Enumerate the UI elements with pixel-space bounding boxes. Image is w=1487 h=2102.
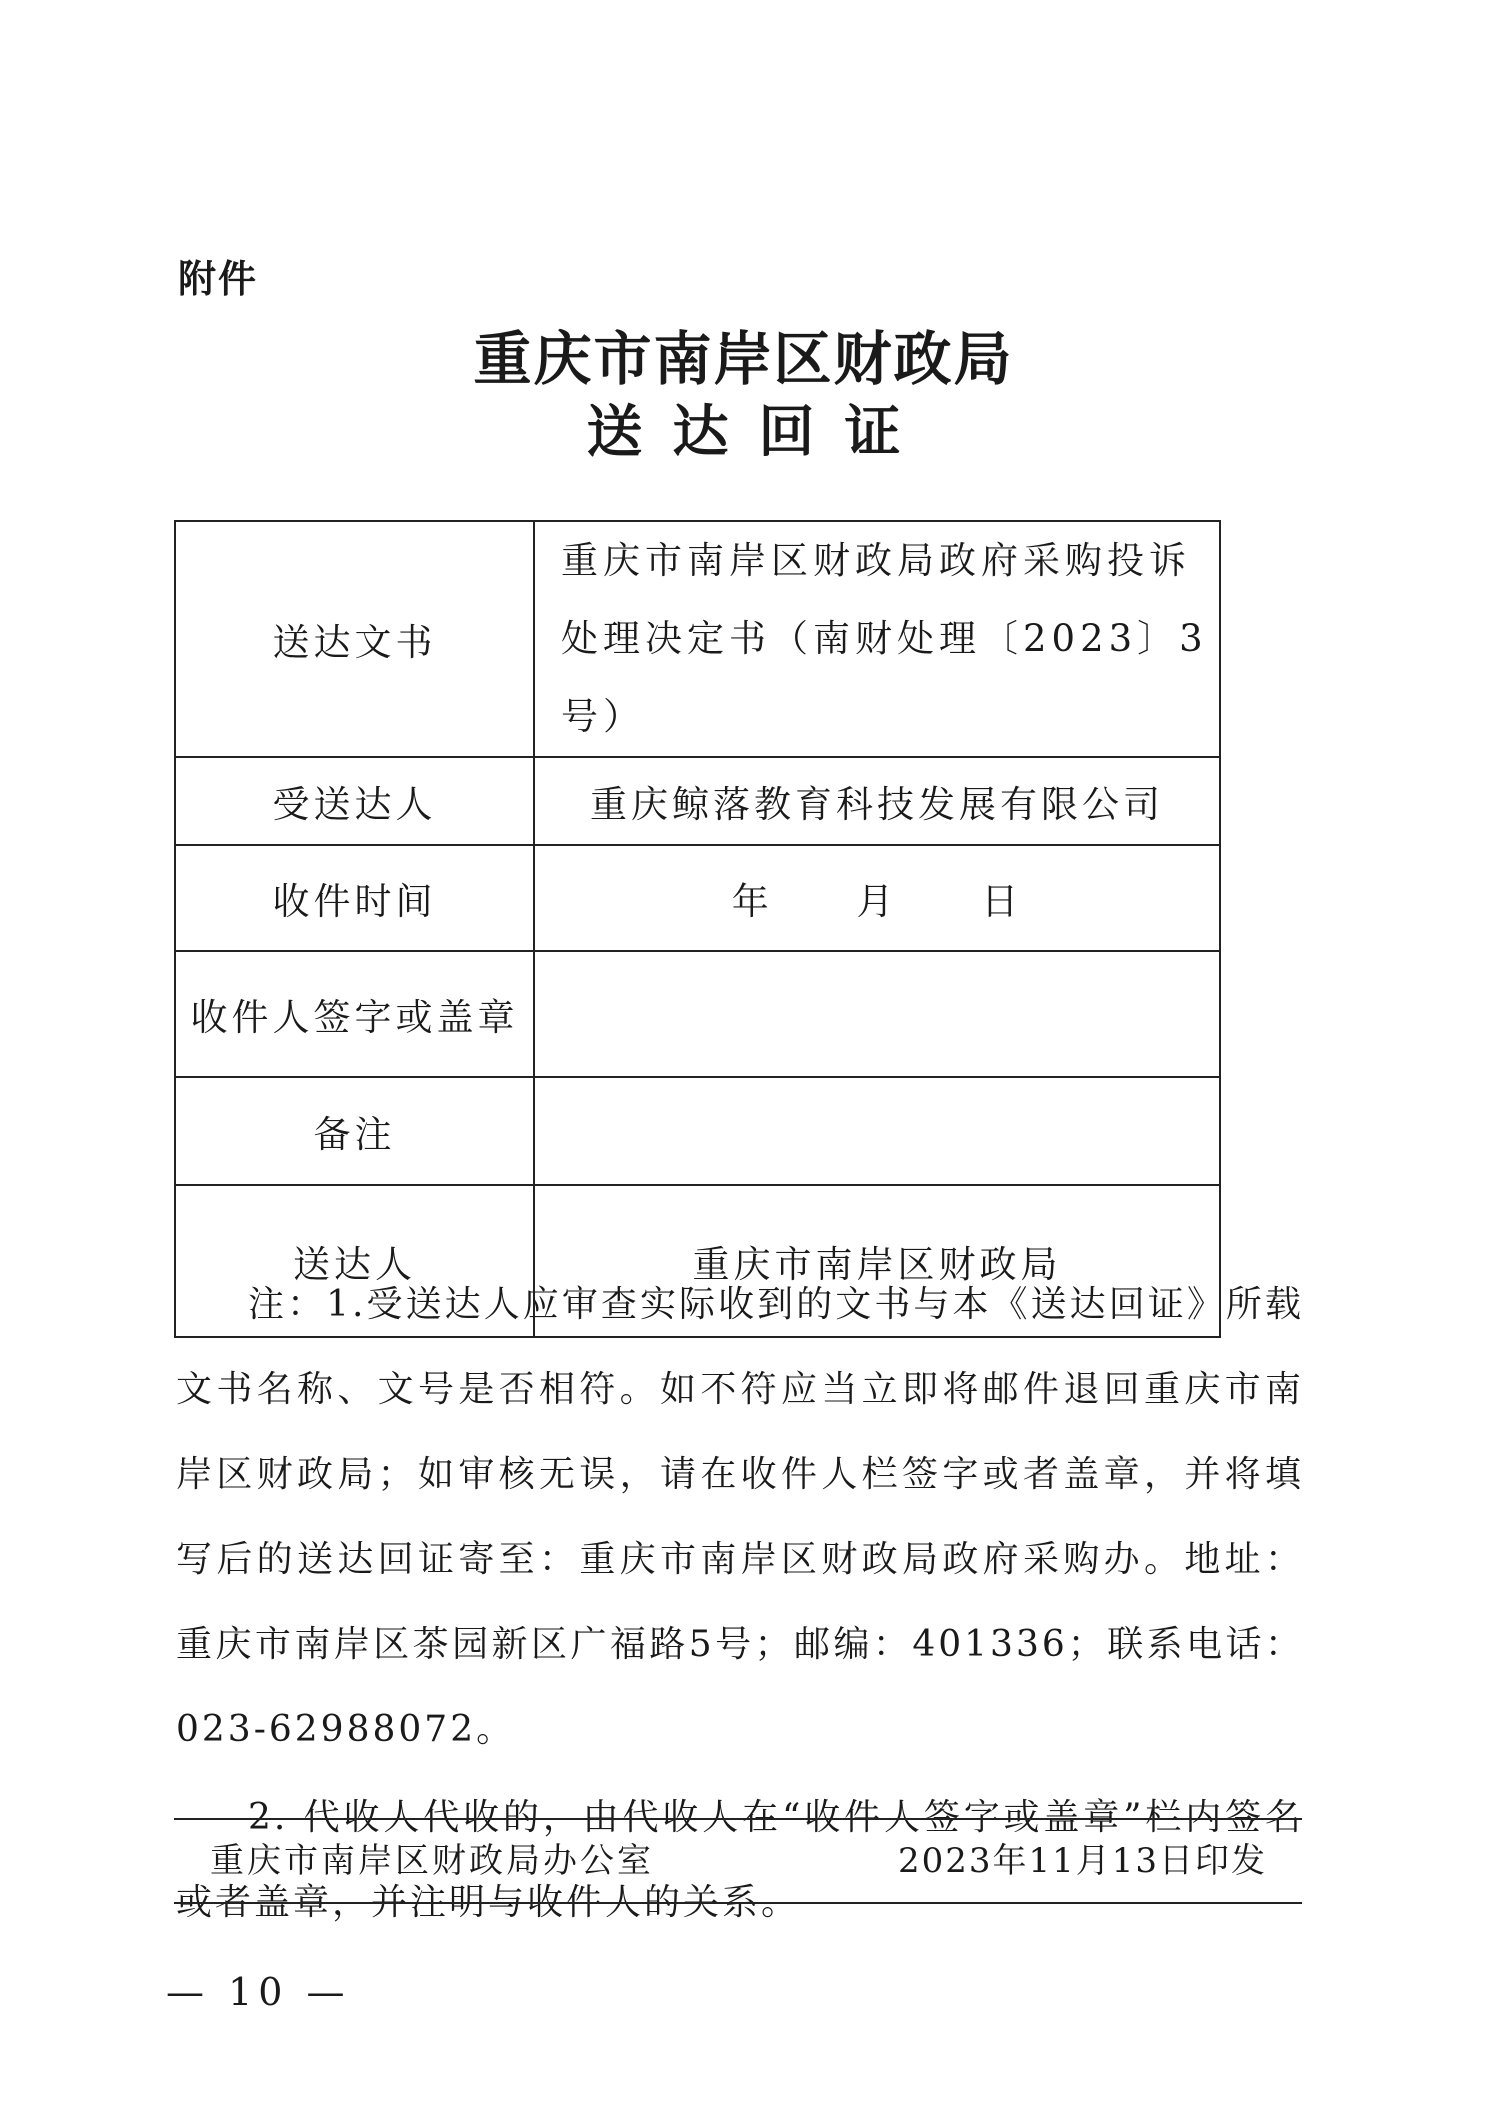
row-value-remarks [534, 1077, 1220, 1185]
footer-bottom-rule [174, 1902, 1302, 1904]
row-value-receipt-time [534, 845, 1220, 951]
document-title-line1: 重庆市南岸区财政局 [473, 325, 1014, 393]
row-value-signature [534, 951, 1220, 1077]
row-value-sender: 重庆市南岸区财政局 [534, 1185, 1220, 1337]
document-title-line2: 送达回证 [586, 400, 931, 465]
footer-top-rule [174, 1818, 1302, 1820]
table-row [175, 757, 1220, 845]
attachment-label: 附件 [178, 257, 259, 301]
day-label: 日 [981, 880, 1023, 923]
row-value-document: 重庆市南岸区财政局政府采购投诉处理决定书（南财处理〔2023〕3号） [534, 521, 1220, 757]
note-1: 注：1.受送达人应审查实际收到的文书与本《送达回证》所载文书名称、文号是否相符。如不符应当立即将邮件退回重庆市南岸区财政局；如审核无误，请在收件人栏签字或者盖章，并将填写后的送达回证寄至：重庆市南岸区财政局政府采购办。地址：重庆市南岸区茶园新区广福路5号；邮编：401336；联系电话：023-62988072。 [176, 1284, 1304, 1750]
row-label-signature: 收件人签字或盖章 [175, 951, 534, 1077]
table-row [175, 951, 1220, 1077]
table-row [175, 845, 1220, 951]
page-number: — 10 — [166, 1970, 351, 2014]
year-label: 年 [731, 880, 773, 923]
table-row [175, 521, 1220, 757]
receipt-table [174, 520, 1221, 1338]
row-label-receipt-time: 收件时间 [175, 845, 534, 951]
footer-office: 重庆市南岸区财政局办公室 [210, 1841, 654, 1881]
row-value-recipient: 重庆鲸落教育科技发展有限公司 [534, 757, 1220, 845]
footer-date: 2023年11月13日印发 [897, 1841, 1267, 1881]
row-label-remarks: 备注 [175, 1077, 534, 1185]
row-label-sender: 送达人 [175, 1185, 534, 1337]
row-label-document: 送达文书 [175, 521, 534, 757]
note-2: 2. 代收人代收的，由代收人在“收件人签字或盖章”栏内签名或者盖章，并注明与收件人的关系。 [176, 1797, 1304, 1923]
month-label: 月 [856, 880, 898, 923]
row-label-recipient: 受送达人 [175, 757, 534, 845]
table-row [175, 1077, 1220, 1185]
